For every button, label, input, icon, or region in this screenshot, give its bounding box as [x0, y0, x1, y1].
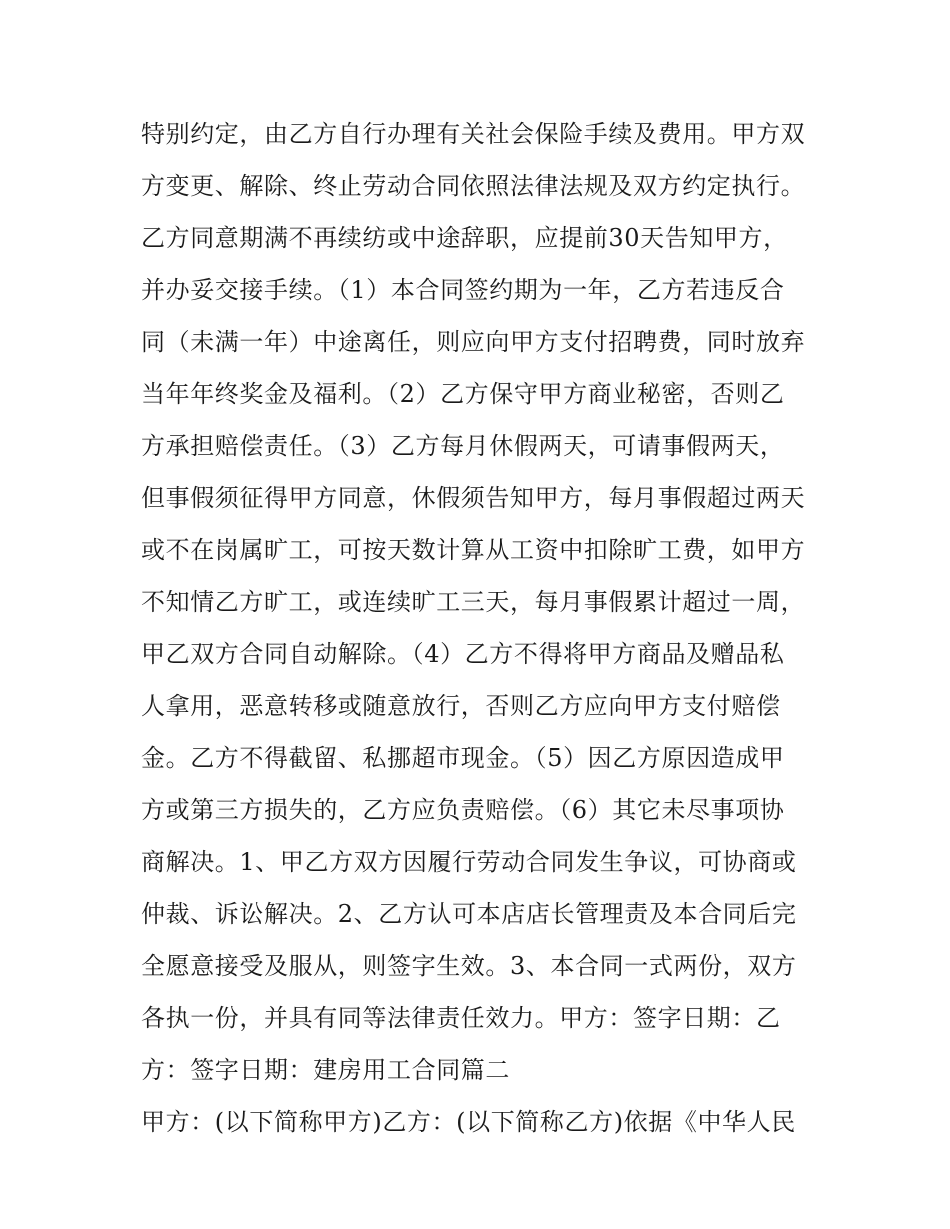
text-line-17: 全愿意接受及服从，则签字生效。3、本合同一式两份，双方	[141, 952, 797, 980]
text-line-15: 商解决。1、甲乙方双方因履行劳动合同发生争议，可协商或	[141, 848, 797, 876]
text-line-8: 但事假须征得甲方同意，休假须告知甲方，每月事假超过两天	[141, 484, 806, 512]
text-line-7: 方承担赔偿责任。（3）乙方每月休假两天，可请事假两天，	[141, 432, 785, 460]
document-body	[141, 108, 821, 1148]
text-line-9: 或不在岗属旷工，可按天数计算从工资中扣除旷工费，如甲方	[141, 536, 806, 564]
text-line-4: 并办妥交接手续。（1）本合同签约期为一年，乙方若违反合	[141, 276, 785, 304]
text-line-11: 甲乙双方合同自动解除。（4）乙方不得将甲方商品及赠品私	[141, 640, 785, 668]
text-line-2: 方变更、解除、终止劳动合同依照法律法规及双方约定执行。	[141, 172, 806, 200]
text-line-14: 方或第三方损失的，乙方应负责赔偿。（6）其它未尽事项协	[141, 796, 785, 824]
text-line-16: 仲裁、诉讼解决。2、乙方认可本店店长管理责及本合同后完	[141, 900, 797, 928]
text-line-19: 方：签字日期：建房用工合同篇二	[141, 1056, 510, 1084]
text-line-18: 各执一份，并具有同等法律责任效力。甲方：签字日期：乙	[141, 1004, 781, 1032]
text-line-12: 人拿用，恶意转移或随意放行，否则乙方应向甲方支付赔偿	[141, 692, 781, 720]
text-line-20: 甲方：(以下简称甲方)乙方：(以下简称乙方)依据《中华人民	[141, 1108, 796, 1136]
text-line-3: 乙方同意期满不再续纺或中途辞职，应提前30天告知甲方，	[141, 224, 788, 252]
text-line-10: 不知情乙方旷工，或连续旷工三天，每月事假累计超过一周，	[141, 588, 806, 616]
text-line-6: 当年年终奖金及福利。（2）乙方保守甲方商业秘密，否则乙	[141, 380, 785, 408]
text-line-13: 金。乙方不得截留、私挪超市现金。（5）因乙方原因造成甲	[141, 744, 785, 772]
text-line-5: 同（未满一年）中途离任，则应向甲方支付招聘费，同时放弃	[141, 328, 806, 356]
text-line-1: 特别约定，由乙方自行办理有关社会保险手续及费用。甲方双	[141, 120, 806, 148]
